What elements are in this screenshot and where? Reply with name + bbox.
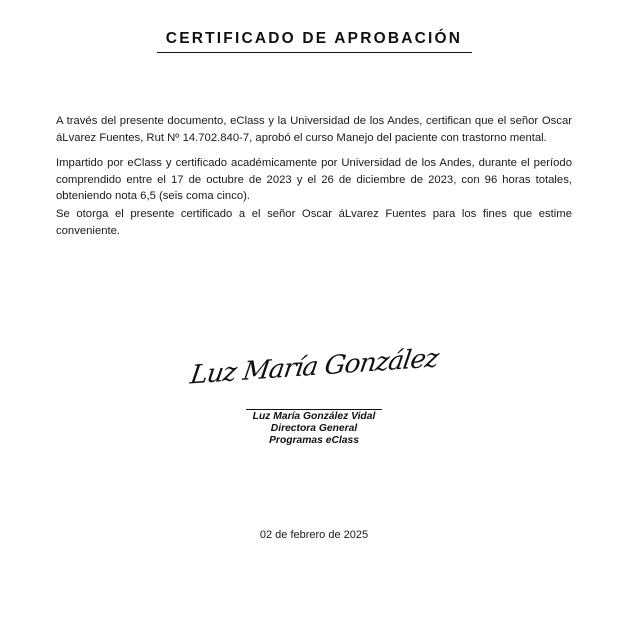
- signatory-organization: Programas eClass: [269, 435, 359, 446]
- title-underline: [157, 52, 472, 53]
- signature-script-text: Luz María González: [188, 343, 440, 391]
- paragraph-details: Impartido por eClass y certificado académicamente por Universidad de los Andes, durante el período comprendido entre el 17 de octubre de 2023 y el 26 de diciembre de 2023, con 96 horas totales, obteniendo nota 6,5 (seis coma cinco).: [56, 157, 572, 202]
- signatory-name: Luz María González Vidal: [252, 411, 376, 422]
- page-title: CERTIFICADO DE APROBACIÓN: [165, 30, 463, 47]
- signature-image: [0, 343, 628, 391]
- paragraph-closing: Se otorga el presente certificado a el señor Oscar áLvarez Fuentes para los fines que estime conveniente.: [56, 208, 572, 237]
- paragraph-intro: A través del presente documento, eClass y la Universidad de los Andes, certifican que el señor Oscar áLvarez Fuentes, Rut Nº 14.702.840-7, aprobó el curso Manejo del paciente con trastorno mental.: [56, 115, 572, 144]
- signature-line: [246, 409, 382, 410]
- signatory-role: Directora General: [270, 423, 358, 434]
- issue-date: 02 de febrero de 2025: [259, 529, 369, 541]
